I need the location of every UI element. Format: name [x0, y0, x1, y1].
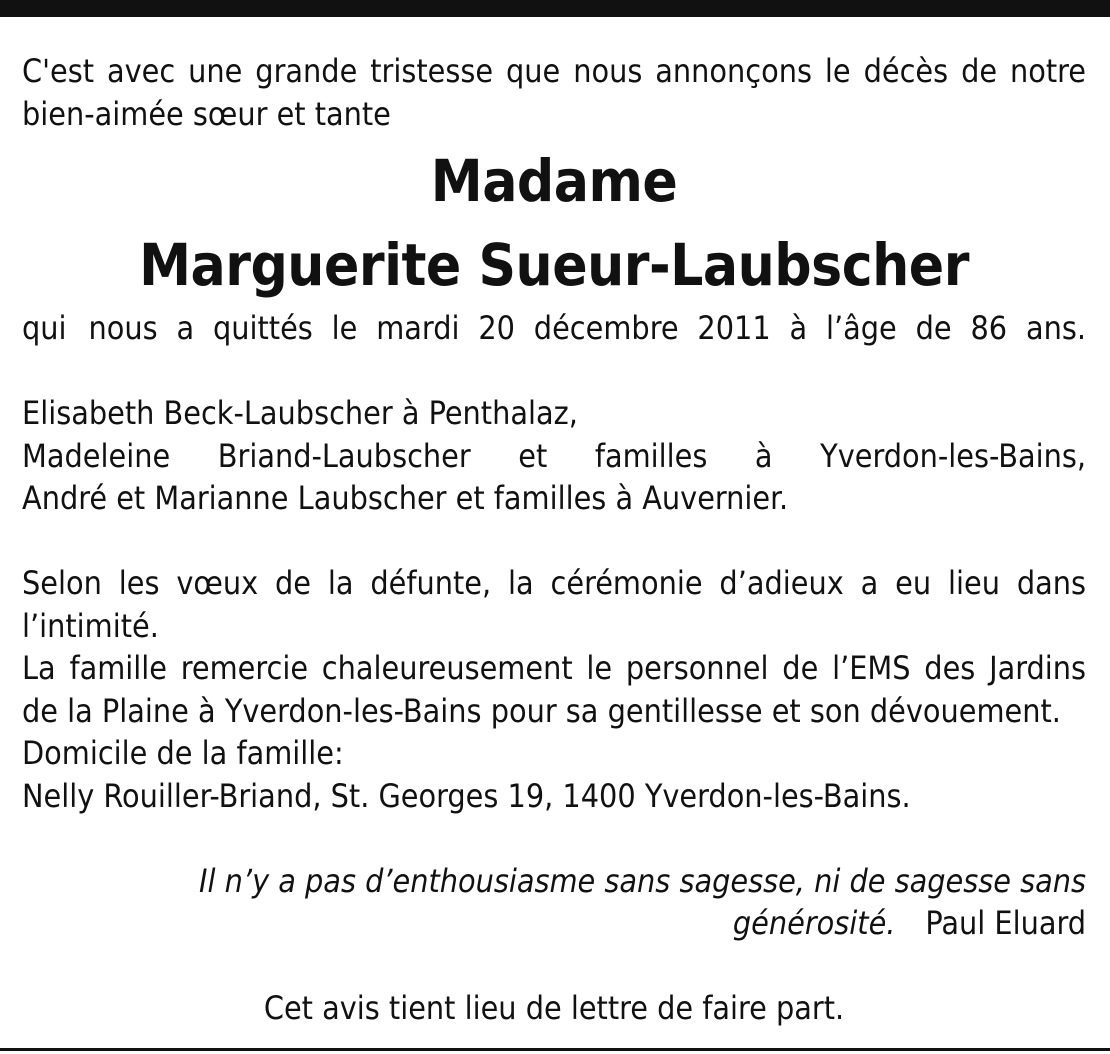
ceremony-line-2: l’intimité. — [22, 606, 159, 645]
ceremony-line-1: Selon les vœux de la défunte, la cérémonie d’adieux a eu lieu dans — [22, 564, 1086, 602]
family-line-2: Madeleine Briand-Laubscher et familles à Yverdon-les-Bains, — [22, 436, 1086, 475]
family-line-3: André et Marianne Laubscher et familles à Auvernier. — [22, 479, 789, 517]
intro-line-2: bien-aimée sœur et tante — [22, 94, 391, 133]
death-notice-word: qui — [22, 309, 67, 347]
obituary-notice — [22, 50, 1086, 1030]
domicile-label: Domicile de la famille: — [22, 734, 344, 772]
family-line-1: Elisabeth Beck-Laubscher à Penthalaz, — [22, 394, 578, 432]
deceased-full-name: Marguerite Sueur-Laubscher — [139, 231, 969, 299]
quote-line-2 — [22, 902, 1086, 945]
top-border — [0, 0, 1110, 17]
death-notice-text: nous a quittés le mardi 20 décembre 2011 à l’âge de 86 ans. — [88, 309, 1086, 347]
intro-line-1: C'est avec une grande tristesse que nous annonçons le décès de notre — [22, 52, 1086, 90]
quote-author: Paul Eluard — [925, 904, 1086, 942]
deceased-title: Madame — [430, 147, 678, 215]
footer-note: Cet avis tient lieu de lettre de faire part. — [263, 989, 845, 1027]
domicile-address: Nelly Rouiller-Briand, St. Georges 19, 1400 Yverdon-les-Bains. — [22, 776, 911, 815]
bottom-border — [0, 1048, 1110, 1051]
thanks-line-1: La famille remercie chaleureusement le personnel de l’EMS des Jardins — [22, 649, 1086, 687]
quote-end-word: générosité. — [732, 904, 896, 942]
quote-line-1: Il n’y a pas d’enthousiasme sans sagesse, ni de sagesse sans — [199, 861, 1086, 900]
deceased-name-block — [22, 139, 1086, 307]
thanks-line-2: de la Plaine à Yverdon-les-Bains pour sa gentillesse et son dévouement. — [22, 691, 1061, 730]
death-notice-line — [22, 307, 1086, 350]
